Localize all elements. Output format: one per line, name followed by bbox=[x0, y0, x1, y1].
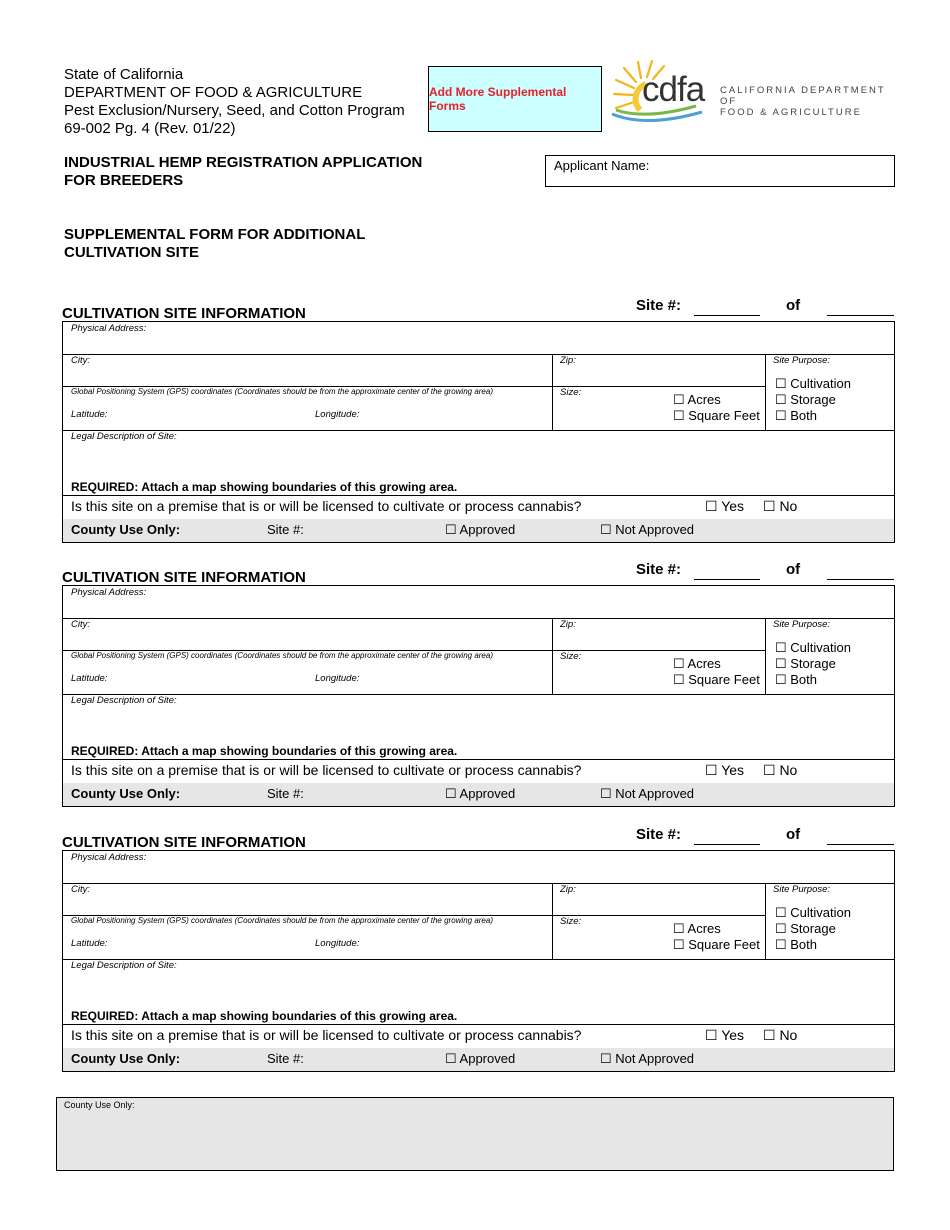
latitude-label: Latitude: bbox=[71, 409, 108, 420]
required-map-note: REQUIRED: Attach a map showing boundaries of this growing area. bbox=[71, 744, 458, 758]
gps-label: Global Positioning System (GPS) coordinates (Coordinates should be from the approximate center of the growing area) bbox=[71, 651, 493, 660]
site-number-field[interactable] bbox=[694, 315, 760, 316]
size-acres-checkbox[interactable]: ☐ Acres bbox=[673, 656, 721, 671]
latitude-label: Latitude: bbox=[71, 673, 108, 684]
site-number-label: Site #: bbox=[636, 297, 682, 314]
section-title: CULTIVATION SITE INFORMATION bbox=[62, 834, 306, 851]
size-acres-checkbox[interactable]: ☐ Acres bbox=[673, 392, 721, 407]
section-title: CULTIVATION SITE INFORMATION bbox=[62, 569, 306, 586]
legal-description-input[interactable] bbox=[63, 973, 894, 1007]
zip-label: Zip: bbox=[560, 619, 576, 630]
purpose-storage-checkbox[interactable]: ☐ Storage bbox=[775, 921, 836, 936]
approved-checkbox[interactable]: ☐ Approved bbox=[445, 522, 516, 537]
not-approved-checkbox[interactable]: ☐ Not Approved bbox=[600, 786, 695, 801]
city-label: City: bbox=[71, 619, 90, 630]
county-use-bar bbox=[63, 783, 894, 806]
site-purpose-label: Site Purpose: bbox=[773, 619, 831, 630]
size-acres-checkbox[interactable]: ☐ Acres bbox=[673, 921, 721, 936]
approved-checkbox[interactable]: ☐ Approved bbox=[445, 786, 516, 801]
county-site-label: Site #: bbox=[267, 522, 304, 537]
legal-description-label: Legal Description of Site: bbox=[71, 431, 177, 442]
longitude-label: Longitude: bbox=[315, 673, 360, 684]
section-title: CULTIVATION SITE INFORMATION bbox=[62, 305, 306, 322]
cannabis-no-checkbox[interactable]: ☐ No bbox=[763, 1027, 798, 1043]
cultivation-site-section-2 bbox=[62, 561, 895, 809]
legal-description-label: Legal Description of Site: bbox=[71, 960, 177, 971]
physical-address-label: Physical Address: bbox=[71, 852, 147, 863]
add-supplemental-forms-button[interactable]: Add More Supplemental Forms bbox=[428, 66, 602, 132]
cultivation-site-section-3 bbox=[62, 826, 895, 1074]
header-state: State of California bbox=[64, 66, 184, 83]
purpose-both-checkbox[interactable]: ☐ Both bbox=[775, 672, 818, 687]
cannabis-no-checkbox[interactable]: ☐ No bbox=[763, 762, 798, 778]
purpose-cultivation-checkbox[interactable]: ☐ Cultivation bbox=[775, 905, 851, 920]
cdfa-wordmark: cdfa bbox=[642, 70, 705, 109]
zip-label: Zip: bbox=[560, 884, 576, 895]
legal-description-input[interactable] bbox=[63, 708, 894, 742]
of-label: of bbox=[786, 826, 801, 843]
cultivation-site-section-1 bbox=[62, 297, 895, 545]
site-number-label: Site #: bbox=[636, 826, 682, 843]
header-department: DEPARTMENT OF FOOD & AGRICULTURE bbox=[64, 84, 363, 101]
site-info-table bbox=[62, 850, 895, 1072]
physical-address-input[interactable] bbox=[63, 863, 894, 883]
of-label: of bbox=[786, 297, 801, 314]
city-label: City: bbox=[71, 355, 90, 366]
site-number-label: Site #: bbox=[636, 561, 682, 578]
site-info-table bbox=[62, 585, 895, 807]
cannabis-question: Is this site on a premise that is or will be licensed to cultivate or process cannabis? bbox=[71, 762, 582, 778]
site-total-field[interactable] bbox=[827, 579, 894, 580]
physical-address-label: Physical Address: bbox=[71, 323, 147, 334]
county-site-label: Site #: bbox=[267, 1051, 304, 1066]
not-approved-checkbox[interactable]: ☐ Not Approved bbox=[600, 1051, 695, 1066]
required-map-note: REQUIRED: Attach a map showing boundaries of this growing area. bbox=[71, 480, 458, 494]
size-label: Size: bbox=[560, 916, 582, 927]
zip-label: Zip: bbox=[560, 355, 576, 366]
cdfa-logo bbox=[606, 58, 896, 128]
county-use-only-box[interactable] bbox=[56, 1097, 894, 1171]
purpose-storage-checkbox[interactable]: ☐ Storage bbox=[775, 392, 836, 407]
site-info-table bbox=[62, 321, 895, 543]
logo-department-name: CALIFORNIA DEPARTMENT OF FOOD & AGRICULTURE bbox=[720, 85, 886, 118]
of-label: of bbox=[786, 561, 801, 578]
size-label: Size: bbox=[560, 387, 582, 398]
header-form-number: 69-002 Pg. 4 (Rev. 01/22) bbox=[64, 120, 236, 137]
approved-checkbox[interactable]: ☐ Approved bbox=[445, 1051, 516, 1066]
size-square-feet-checkbox[interactable]: ☐ Square Feet bbox=[673, 672, 760, 687]
gps-label: Global Positioning System (GPS) coordinates (Coordinates should be from the approximate center of the growing area) bbox=[71, 387, 493, 396]
cannabis-yes-checkbox[interactable]: ☐ Yes bbox=[705, 762, 745, 778]
city-label: City: bbox=[71, 884, 90, 895]
county-use-only-label: County Use Only: bbox=[71, 522, 181, 537]
bottom-county-use-label: County Use Only: bbox=[64, 1100, 135, 1110]
county-use-bar bbox=[63, 519, 894, 542]
cannabis-yes-checkbox[interactable]: ☐ Yes bbox=[705, 498, 745, 514]
longitude-label: Longitude: bbox=[315, 938, 360, 949]
county-use-only-label: County Use Only: bbox=[71, 786, 181, 801]
county-use-bar bbox=[63, 1048, 894, 1071]
applicant-name-field[interactable] bbox=[545, 155, 895, 187]
site-number-field[interactable] bbox=[694, 844, 760, 845]
county-use-only-label: County Use Only: bbox=[71, 1051, 181, 1066]
site-purpose-label: Site Purpose: bbox=[773, 884, 831, 895]
legal-description-input[interactable] bbox=[63, 444, 894, 478]
purpose-both-checkbox[interactable]: ☐ Both bbox=[775, 937, 818, 952]
not-approved-checkbox[interactable]: ☐ Not Approved bbox=[600, 522, 695, 537]
cannabis-question: Is this site on a premise that is or will be licensed to cultivate or process cannabis? bbox=[71, 498, 582, 514]
site-total-field[interactable] bbox=[827, 844, 894, 845]
purpose-storage-checkbox[interactable]: ☐ Storage bbox=[775, 656, 836, 671]
size-square-feet-checkbox[interactable]: ☐ Square Feet bbox=[673, 937, 760, 952]
physical-address-label: Physical Address: bbox=[71, 587, 147, 598]
site-purpose-label: Site Purpose: bbox=[773, 355, 831, 366]
applicant-name-label: Applicant Name: bbox=[554, 158, 650, 173]
purpose-cultivation-checkbox[interactable]: ☐ Cultivation bbox=[775, 640, 851, 655]
supplemental-title: SUPPLEMENTAL FORM FOR ADDITIONAL CULTIVATION SITE bbox=[64, 226, 366, 261]
size-square-feet-checkbox[interactable]: ☐ Square Feet bbox=[673, 408, 760, 423]
size-label: Size: bbox=[560, 651, 582, 662]
legal-description-label: Legal Description of Site: bbox=[71, 695, 177, 706]
cannabis-no-checkbox[interactable]: ☐ No bbox=[763, 498, 798, 514]
site-total-field[interactable] bbox=[827, 315, 894, 316]
longitude-label: Longitude: bbox=[315, 409, 360, 420]
latitude-label: Latitude: bbox=[71, 938, 108, 949]
cannabis-question: Is this site on a premise that is or will be licensed to cultivate or process cannabis? bbox=[71, 1027, 582, 1043]
purpose-cultivation-checkbox[interactable]: ☐ Cultivation bbox=[775, 376, 851, 391]
purpose-both-checkbox[interactable]: ☐ Both bbox=[775, 408, 818, 423]
required-map-note: REQUIRED: Attach a map showing boundaries of this growing area. bbox=[71, 1009, 458, 1023]
site-number-field[interactable] bbox=[694, 579, 760, 580]
gps-label: Global Positioning System (GPS) coordinates (Coordinates should be from the approximate center of the growing area) bbox=[71, 916, 493, 925]
physical-address-input[interactable] bbox=[63, 334, 894, 354]
form-title: INDUSTRIAL HEMP REGISTRATION APPLICATION FOR BREEDERS bbox=[64, 154, 423, 189]
county-site-label: Site #: bbox=[267, 786, 304, 801]
physical-address-input[interactable] bbox=[63, 598, 894, 618]
cannabis-yes-checkbox[interactable]: ☐ Yes bbox=[705, 1027, 745, 1043]
header-program: Pest Exclusion/Nursery, Seed, and Cotton Program bbox=[64, 102, 405, 119]
agency-header bbox=[64, 66, 405, 138]
